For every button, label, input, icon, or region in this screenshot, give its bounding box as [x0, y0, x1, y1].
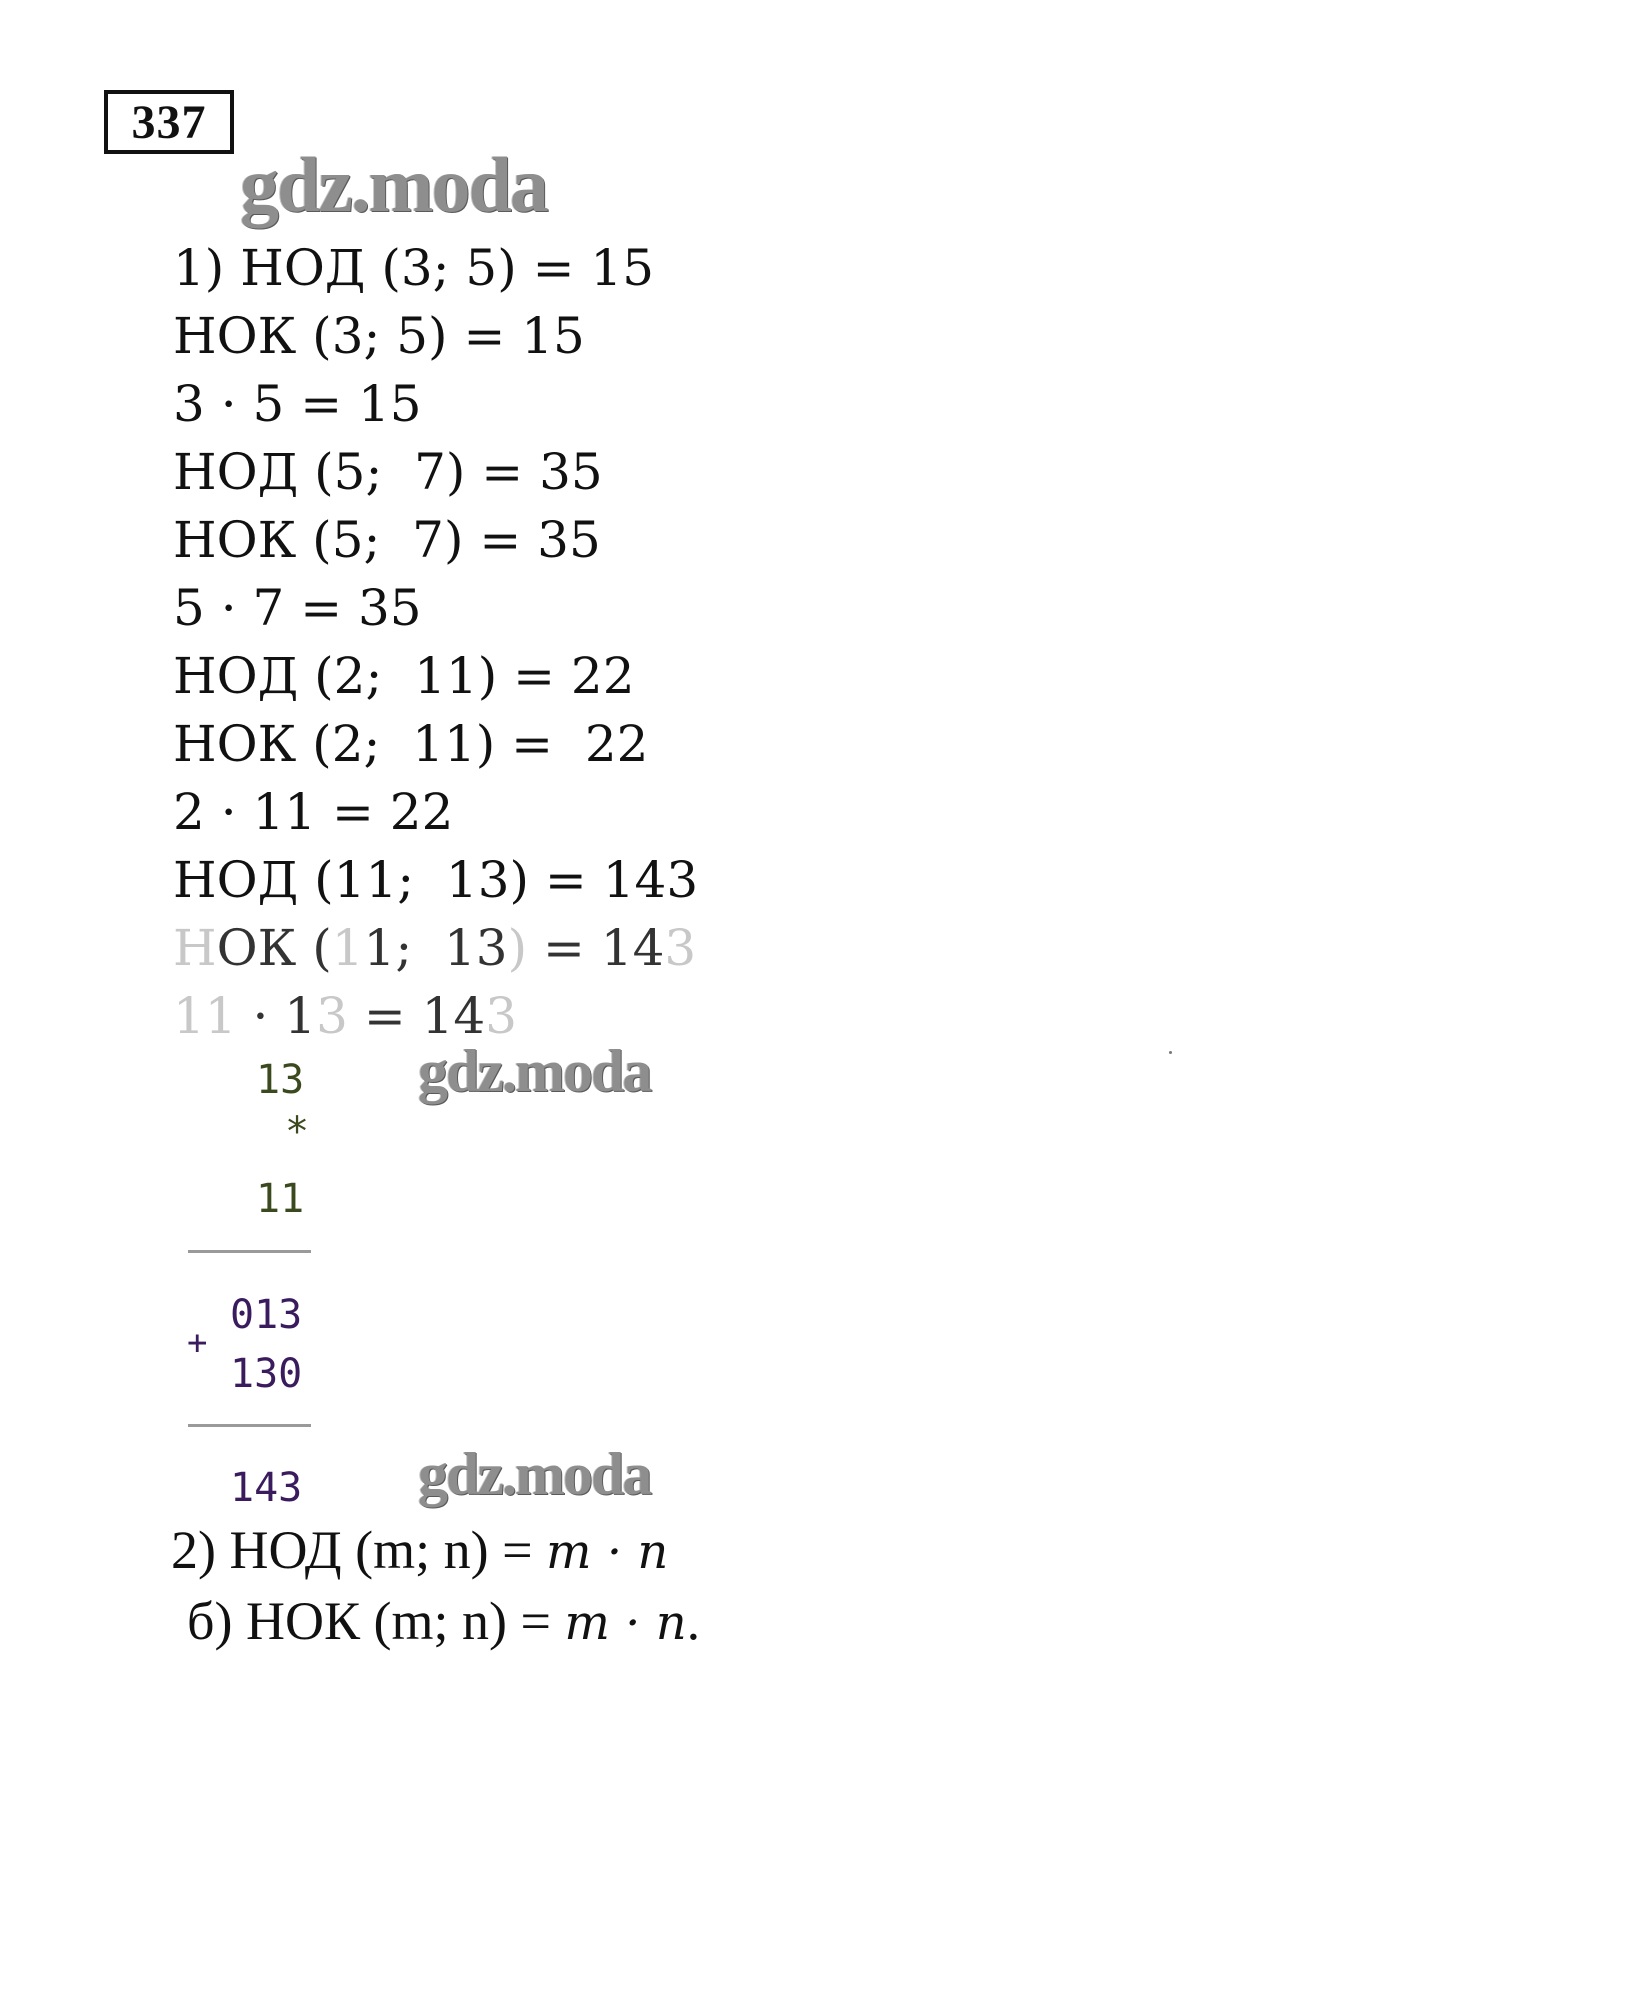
line-10: НОД (11; 13) = 143	[173, 851, 699, 909]
mult-sign: *	[285, 1109, 310, 1155]
part2-line-a-text: 2) НОД (m; n) =	[171, 1520, 547, 1580]
line-4: НОД (5; 7) = 35	[173, 443, 603, 501]
mult-result: 143	[230, 1465, 303, 1511]
watermark-top: gdz.moda	[240, 141, 547, 228]
divider-line-1	[188, 1250, 311, 1253]
line-7: НОД (2; 11) = 22	[173, 647, 635, 705]
part2-line-b-end: .	[686, 1591, 701, 1651]
part2-line-b	[187, 1591, 701, 1651]
part2-line-b-text: б) НОК (m; n) =	[187, 1591, 565, 1651]
line-2: НОК (3; 5) = 15	[173, 307, 585, 365]
divider-line-2	[188, 1424, 311, 1427]
line-1: 1) НОД (3; 5) = 15	[173, 239, 655, 297]
line-11-faded: НОК (11; 13) = 143	[173, 919, 697, 977]
line-8: НОК (2; 11) = 22	[173, 715, 649, 773]
line-5: НОК (5; 7) = 35	[173, 511, 601, 569]
line-6: 5 · 7 = 35	[173, 579, 422, 637]
mult-bottom-number: 11	[256, 1176, 305, 1222]
mult-top-number: 13	[256, 1057, 305, 1103]
stray-dot	[1169, 1051, 1172, 1054]
task-number: 337	[104, 90, 234, 154]
line-9: 2 · 11 = 22	[173, 783, 454, 841]
partial-product-1: 013	[230, 1292, 303, 1338]
watermark-bottom: gdz.moda	[418, 1441, 651, 1507]
line-3: 3 · 5 = 15	[173, 375, 422, 433]
watermark-middle: gdz.moda	[418, 1038, 651, 1104]
plus-sign: +	[187, 1323, 208, 1363]
part2-line-b-expr: m · n	[564, 1595, 687, 1651]
line-12-faded: 11 · 13 = 143	[173, 987, 518, 1045]
part2-line-a-expr: m · n	[546, 1524, 669, 1580]
partial-product-2: 130	[230, 1351, 303, 1397]
part2-line-a	[171, 1520, 669, 1580]
